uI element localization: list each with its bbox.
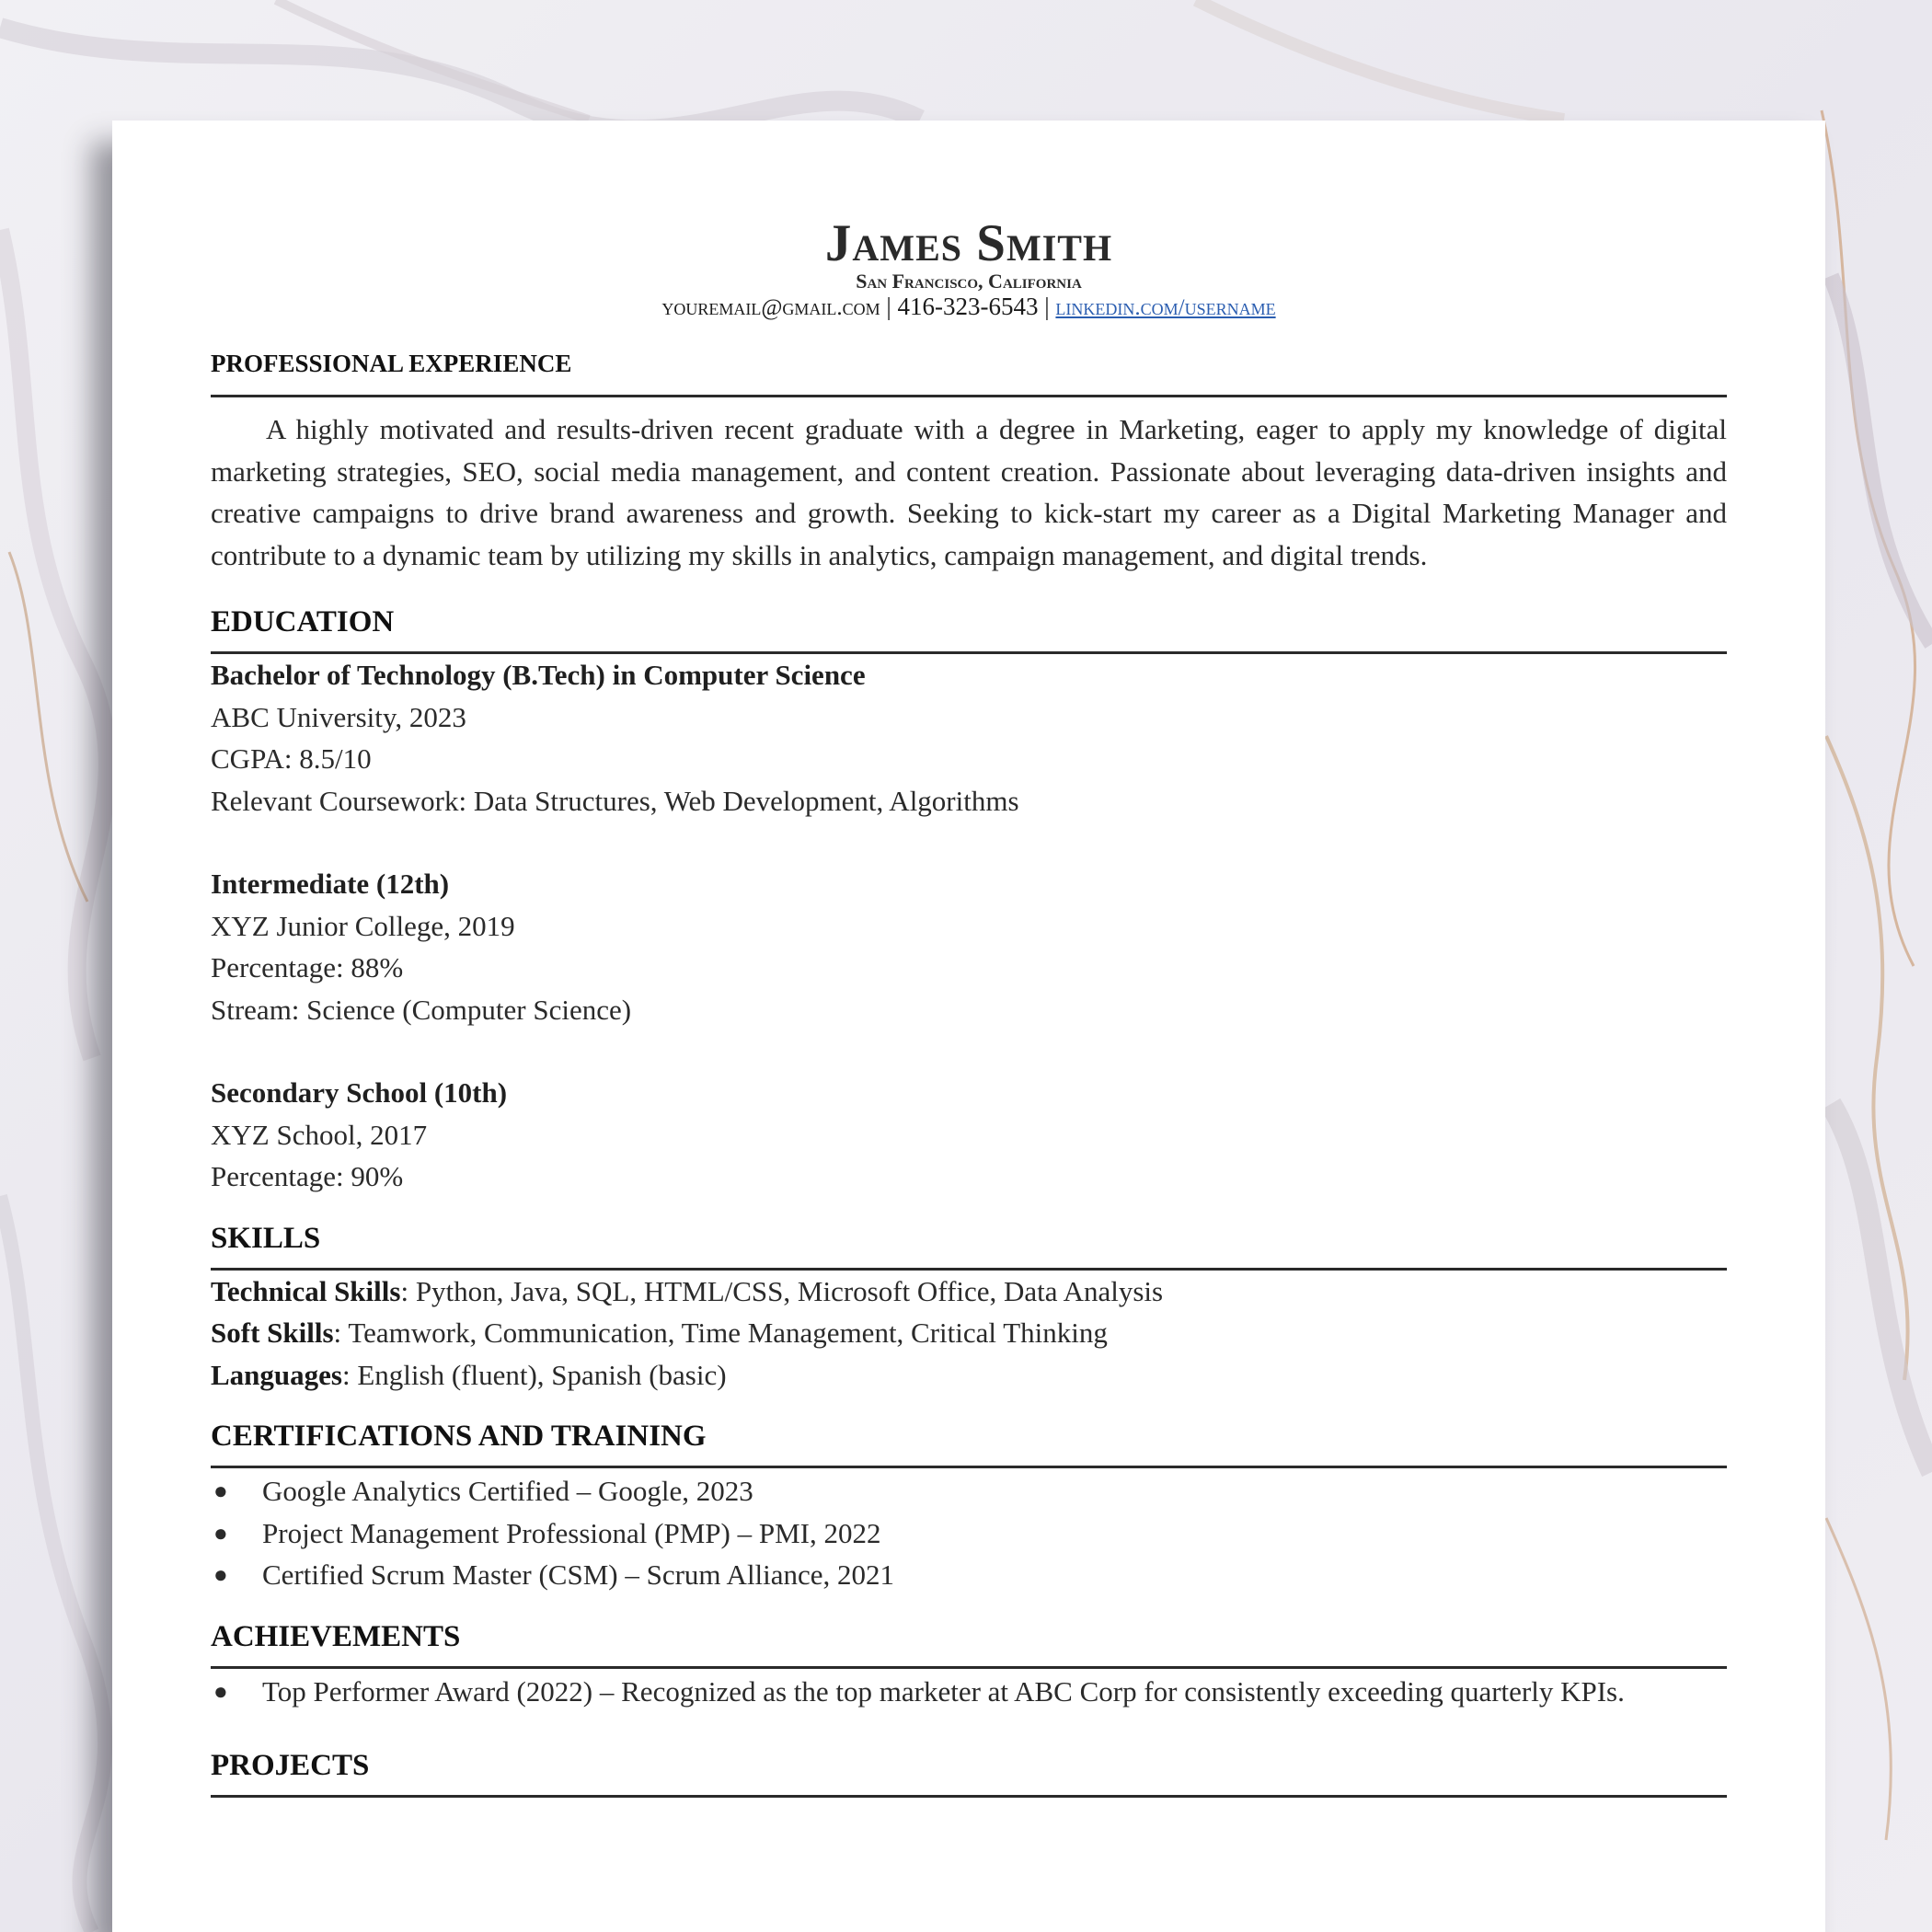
education-detail: Percentage: 90%: [211, 1160, 404, 1192]
list-item: [211, 1554, 1727, 1596]
section-title-education: EDUCATION: [211, 604, 1727, 654]
skill-value: : English (fluent), Spanish (basic): [341, 1358, 727, 1391]
linkedin-link[interactable]: linkedin.com/username: [1055, 295, 1276, 320]
certification-text: Project Management Professional (PMP) – PMI, 2022: [262, 1516, 881, 1549]
list-item: [211, 1671, 1727, 1713]
section-title-projects: PROJECTS: [211, 1747, 1727, 1798]
skill-value: : Teamwork, Communication, Time Management, Critical Thinking: [333, 1317, 1108, 1349]
section-title-professional: PROFESSIONAL EXPERIENCE: [211, 345, 1727, 397]
degree-title: Secondary School (10th): [211, 1076, 508, 1109]
achievement-text: Top Performer Award (2022) – Recognized as the top marketer at ABC Corp for consistently exceeding quarterly KPIs.: [262, 1674, 1625, 1708]
bullet-icon: ●: [213, 1478, 228, 1504]
education-entry: [211, 1072, 1727, 1198]
section-title-skills: SKILLS: [211, 1220, 1727, 1271]
candidate-name: James Smith: [824, 214, 1113, 272]
resume-header: [211, 121, 1727, 323]
certification-text: Google Analytics Certified – Google, 2023: [262, 1475, 753, 1507]
education-detail: Stream: Science (Computer Science): [211, 993, 632, 1026]
education-detail: XYZ Junior College, 2019: [211, 909, 515, 942]
skill-value: : Python, Java, SQL, HTML/CSS, Microsoft Office, Data Analysis: [400, 1274, 1164, 1307]
education-entry: [211, 654, 1727, 822]
list-item: [211, 1512, 1727, 1555]
education-detail: XYZ School, 2017: [211, 1118, 428, 1151]
education-detail: Relevant Coursework: Data Structures, Web Development, Algorithms: [211, 784, 1019, 817]
education-detail: ABC University, 2023: [211, 700, 466, 733]
achievements-list: [211, 1671, 1727, 1713]
resume-page: [112, 121, 1825, 1932]
bullet-icon: ●: [213, 1677, 228, 1705]
email-text: youremail@gmail.com: [661, 295, 880, 320]
degree-title: Intermediate (12th): [211, 868, 450, 900]
contact-line: [211, 292, 1727, 323]
contact-separator: |: [1044, 293, 1050, 320]
summary-paragraph: A highly motivated and results-driven recent graduate with a degree in Marketing, eager to apply my knowledge of digital marketing strategies, SEO, social media management, and content creation. Passionate about leveraging data-driven insights and creative campaigns to drive brand awareness and growth. Seeking to kick-start my career as a Digital Marketing Manager and contribute to a dynamic team by utilizing my skills in analytics, campaign management, and digital trends.: [211, 413, 1727, 571]
skill-line: [211, 1354, 1727, 1397]
skill-line: [211, 1271, 1727, 1313]
skill-label: Technical Skills: [211, 1274, 401, 1307]
education-detail: Percentage: 88%: [211, 951, 404, 983]
skill-label: Soft Skills: [211, 1317, 334, 1349]
degree-title: Bachelor of Technology (B.Tech) in Computer Science: [211, 659, 866, 691]
section-title-achievements: ACHIEVEMENTS: [211, 1618, 1727, 1669]
education-entry: [211, 863, 1727, 1030]
resume-content: [211, 121, 1727, 1798]
certification-text: Certified Scrum Master (CSM) – Scrum Alliance, 2021: [262, 1558, 895, 1591]
skill-label: Languages: [211, 1358, 342, 1391]
list-item: [211, 1470, 1727, 1512]
contact-separator: |: [886, 293, 891, 320]
skill-line: [211, 1312, 1727, 1354]
candidate-location: San Francisco, California: [856, 270, 1082, 293]
certifications-list: [211, 1470, 1727, 1596]
bullet-icon: ●: [213, 1519, 228, 1547]
bullet-icon: ●: [213, 1561, 228, 1588]
education-detail: CGPA: 8.5/10: [211, 742, 372, 775]
phone-text: 416-323-6543: [897, 293, 1039, 320]
section-title-certifications: CERTIFICATIONS AND TRAINING: [211, 1418, 1727, 1468]
